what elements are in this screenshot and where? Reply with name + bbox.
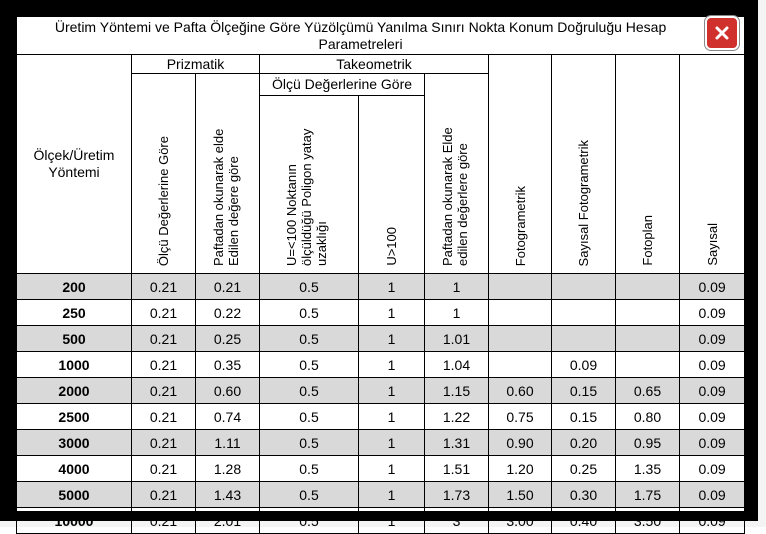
value-cell: 0.20 (552, 430, 616, 456)
scale-cell: 10000 (17, 508, 132, 534)
scale-cell: 2500 (17, 404, 132, 430)
value-cell: 0.21 (132, 404, 196, 430)
value-cell (616, 300, 680, 326)
table-row (17, 300, 745, 326)
value-cell: 1 (359, 300, 425, 326)
value-cell: 0.65 (616, 378, 680, 404)
value-cell: 1.22 (425, 404, 489, 430)
value-cell (552, 326, 616, 352)
value-cell: 1 (359, 430, 425, 456)
value-cell: 0.21 (132, 274, 196, 300)
value-cell: 0.09 (680, 274, 745, 300)
scale-cell: 1000 (17, 352, 132, 378)
value-cell: 1.50 (489, 482, 552, 508)
scale-cell: 250 (17, 300, 132, 326)
table-row (17, 326, 745, 352)
value-cell (616, 326, 680, 352)
table-body (17, 274, 745, 534)
value-cell: 1.15 (425, 378, 489, 404)
value-cell (489, 352, 552, 378)
table-row (17, 430, 745, 456)
value-cell: 0.5 (260, 300, 359, 326)
value-cell: 0.15 (552, 378, 616, 404)
value-cell: 0.09 (680, 326, 745, 352)
value-cell: 0.09 (680, 378, 745, 404)
value-cell: 0.09 (680, 508, 745, 534)
value-cell (616, 274, 680, 300)
table-row (17, 274, 745, 300)
value-cell: 1.31 (425, 430, 489, 456)
value-cell: 1.04 (425, 352, 489, 378)
table-row (17, 456, 745, 482)
value-cell: 1.01 (425, 326, 489, 352)
value-cell: 0.21 (132, 300, 196, 326)
table-row (17, 482, 745, 508)
value-cell: 0.25 (552, 456, 616, 482)
value-cell: 1 (359, 404, 425, 430)
value-cell: 0.21 (132, 326, 196, 352)
scale-cell: 4000 (17, 456, 132, 482)
value-cell: 0.21 (132, 378, 196, 404)
value-cell (552, 300, 616, 326)
value-cell: 0.95 (616, 430, 680, 456)
value-cell: 1.35 (616, 456, 680, 482)
scale-cell: 200 (17, 274, 132, 300)
table-row (17, 508, 745, 534)
value-cell: 0.21 (132, 352, 196, 378)
value-cell: 0.90 (489, 430, 552, 456)
value-cell: 3.50 (616, 508, 680, 534)
value-cell: 0.60 (196, 378, 260, 404)
group-olcu-degerlerine-gore: Ölçü Değerlerine Göre (260, 74, 425, 96)
value-cell: 1.28 (196, 456, 260, 482)
value-cell: 1 (359, 508, 425, 534)
scale-cell: 2000 (17, 378, 132, 404)
value-cell: 0.21 (132, 430, 196, 456)
col-header-paftadan-takeometrik: Paftadan okunarak Elde edilen değerlere göre (425, 74, 489, 274)
value-cell: 0.74 (196, 404, 260, 430)
col-header-u-gt-100: U>100 (359, 95, 425, 273)
scale-cell: 5000 (17, 482, 132, 508)
value-cell: 1.75 (616, 482, 680, 508)
row-header: Ölçek/Üretim Yöntemi (17, 55, 132, 274)
parameter-table-container (16, 16, 744, 529)
value-cell: 0.22 (196, 300, 260, 326)
value-cell: 0.25 (196, 326, 260, 352)
value-cell: 1.43 (196, 482, 260, 508)
value-cell: 1 (359, 482, 425, 508)
table-row (17, 404, 745, 430)
value-cell: 0.35 (196, 352, 260, 378)
value-cell: 1 (425, 274, 489, 300)
value-cell: 0.15 (552, 404, 616, 430)
col-header-fotogrametrik: Fotogrametrik (489, 55, 552, 274)
table-row (17, 378, 745, 404)
close-x-icon (714, 25, 730, 41)
value-cell: 0.09 (680, 352, 745, 378)
value-cell: 0.5 (260, 352, 359, 378)
value-cell: 1 (359, 352, 425, 378)
value-cell: 1 (359, 274, 425, 300)
value-cell: 0.09 (680, 456, 745, 482)
value-cell: 0.5 (260, 430, 359, 456)
value-cell: 1 (359, 378, 425, 404)
value-cell (489, 300, 552, 326)
col-header-sayisal-fotogrametrik: Sayısal Fotogrametrik (552, 55, 616, 274)
value-cell (489, 274, 552, 300)
value-cell (489, 326, 552, 352)
parameter-table (16, 16, 745, 534)
value-cell: 0.40 (552, 508, 616, 534)
value-cell (552, 274, 616, 300)
value-cell: 0.5 (260, 482, 359, 508)
value-cell: 1 (425, 300, 489, 326)
group-prizmatik: Prizmatik (132, 55, 260, 74)
value-cell: 0.5 (260, 274, 359, 300)
value-cell: 0.5 (260, 404, 359, 430)
col-header-paftadan-prizmatik: Paftadan okunarak elde Edilen değere göre (196, 74, 260, 274)
close-button[interactable] (705, 16, 739, 50)
value-cell: 1.51 (425, 456, 489, 482)
value-cell: 1 (359, 456, 425, 482)
value-cell: 0.75 (489, 404, 552, 430)
value-cell: 0.09 (680, 300, 745, 326)
value-cell: 0.09 (680, 482, 745, 508)
value-cell: 0.30 (552, 482, 616, 508)
value-cell: 2.01 (196, 508, 260, 534)
value-cell: 1 (359, 326, 425, 352)
background-strip (758, 0, 766, 527)
value-cell: 0.09 (552, 352, 616, 378)
group-takeometrik: Takeometrik (260, 55, 489, 74)
value-cell: 0.5 (260, 456, 359, 482)
value-cell: 0.21 (132, 482, 196, 508)
value-cell: 0.5 (260, 326, 359, 352)
scale-cell: 3000 (17, 430, 132, 456)
col-header-sayisal: Sayısal (680, 55, 745, 274)
value-cell: 0.21 (132, 456, 196, 482)
value-cell: 3.00 (489, 508, 552, 534)
value-cell: 0.5 (260, 508, 359, 534)
scale-cell: 500 (17, 326, 132, 352)
col-header-u-le-100: U=<100 Noktanın ölçüldüğü Poligon yatay uzaklığı (260, 95, 359, 273)
value-cell: 0.09 (680, 404, 745, 430)
value-cell: 0.60 (489, 378, 552, 404)
value-cell (616, 352, 680, 378)
value-cell: 0.21 (132, 508, 196, 534)
table-row (17, 352, 745, 378)
value-cell: 1.20 (489, 456, 552, 482)
col-header-fotoplan: Fotoplan (616, 55, 680, 274)
value-cell: 0.80 (616, 404, 680, 430)
value-cell: 1.11 (196, 430, 260, 456)
col-header-olcu-degerlerine-gore: Ölçü Değerlerine Göre (132, 74, 196, 274)
value-cell: 0.21 (196, 274, 260, 300)
value-cell: 0.09 (680, 430, 745, 456)
value-cell: 3 (425, 508, 489, 534)
value-cell: 0.5 (260, 378, 359, 404)
value-cell: 1.73 (425, 482, 489, 508)
table-title: Üretim Yöntemi ve Pafta Ölçeğine Göre Yüzölçümü Yanılma Sınırı Nokta Konum Doğruluğu Hesap Parametreleri (17, 17, 745, 55)
